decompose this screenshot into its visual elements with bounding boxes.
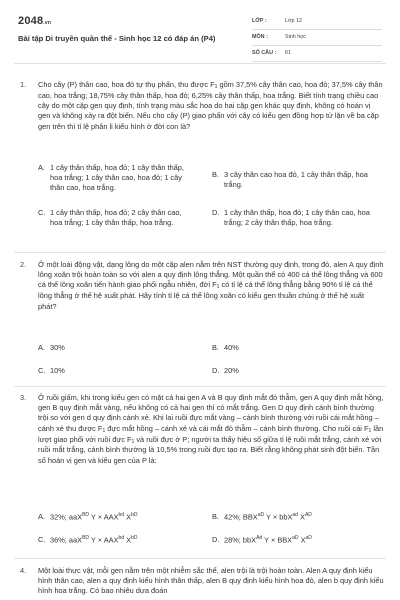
header xyxy=(0,0,400,62)
option-text: 10% xyxy=(50,366,65,375)
question-separator xyxy=(14,386,386,387)
meta-value: Sinh học xyxy=(285,33,306,40)
meta-row-class xyxy=(252,14,382,30)
meta-value: 61 xyxy=(285,49,291,56)
option-text: 1 cây thân thấp, hoa đỏ; 2 cây thân cao, hoa trắng; 1 cây thân thấp, hoa trắng. xyxy=(50,208,182,228)
meta-table xyxy=(252,14,382,62)
option-text: 40% xyxy=(224,343,239,352)
question-number: 4. xyxy=(20,566,27,575)
option-a[interactable] xyxy=(38,512,203,523)
question-3 xyxy=(20,393,384,466)
logo-suffix: .vn xyxy=(43,20,52,26)
option-letter: C. xyxy=(38,535,46,544)
question-text: Cho cây (P) thân cao, hoa đỏ tự thụ phấn, thu được $F_1$ gồm 37,5% cây thân cao, hoa đỏ; 37,5% cây thân cao, hoa trắng; 18,75% cây thân thấp, hoa đỏ; 6,25% cây thân thấp, hoa trắng. Biết tính trạng chiều cao cây do một cặp gen quy định, tính trạng màu sắc hoa do hai cặp gen khác quy định, không có hoán vị gen và không xảy ra đột biến. Nếu cho cây (P) giao phấn với cây có kiểu gen đồng hợp tử lặn về ba cặp gen trên thì tỉ lệ phân li kiểu hình ở đời con là? xyxy=(38,80,383,131)
option-a[interactable] xyxy=(38,343,188,353)
option-a[interactable] xyxy=(38,163,188,194)
option-letter: A. xyxy=(38,163,45,172)
meta-row-subject xyxy=(252,30,382,46)
document-title: Bài tập Di truyền quần thể - Sinh học 12 có đáp án (P4) xyxy=(18,34,216,43)
option-letter: D. xyxy=(212,535,220,544)
question-separator xyxy=(14,558,386,559)
option-letter: D. xyxy=(212,366,220,375)
header-divider xyxy=(14,63,386,64)
option-text: 28%; bbX$^{Ad}$ $Y \times BBX^{aD}$ $X^{aD}$ xyxy=(224,535,312,545)
question-number: 1. xyxy=(20,80,27,89)
option-letter: B. xyxy=(212,343,219,352)
logo-text: 2048 xyxy=(18,15,44,27)
option-letter: C. xyxy=(38,208,46,217)
option-c[interactable] xyxy=(38,208,193,228)
question-text: Ở ruồi giấm, khi trong kiểu gen có mặt cả hai gen A và B quy định mắt đỏ thẫm, gen A quy định mắt hồng, gen B quy định mắt vàng, nếu không có cả hai gen thì có mắt trắng. Gen D quy định cánh bình thường trội so với gen d quy định cánh xẻ. Khi lai ruồi đực mắt vàng – cánh bình thường với ruồi cái mắt hồng – cánh xẻ thu được $F_1$ đực mắt hồng – cánh xẻ và cái mắt đỏ thẫm – cánh bình thường. Cho ruồi cái $F_1$ lần lượt giao phối với ruồi đực $F_1$ và ruồi đực ở P; người ta thấy hiệu số giữa tỉ lệ ruồi mắt trắng, cánh xẻ với ruồi mắt trắng, cánh bình thường là 10,5% trong ruồi đực tạo ra. Biết rằng không phát sinh đột biến. Tần số hoán vị gen và kiểu gen của P là: xyxy=(38,393,384,465)
question-text: Ở một loài động vật, dạng lông do một cặp alen nằm trên NST thường quy định, trong đó, alen A quy định lông xoăn trội hoàn toàn so với alen a quy định lông thẳng. Một quần thể có 400 cá thể lông thẳng và 600 cá thể lông xoăn tiến hành giao phối ngẫu nhiên, đời $F_1$ có tỉ lệ cá thể lông thẳng bằng 90% tỉ lệ cá thể lông thẳng ở thế hệ xuất phát. Hãy tính tỉ lệ cá thể lông xoăn có kiểu gen thuần chủng ở thế hệ xuất phát? xyxy=(38,260,384,311)
option-b[interactable] xyxy=(212,343,362,353)
option-text: 36%; aaX$^{BD}$ $Y \times AAX^{bd}$ $X^{bD}$ xyxy=(50,535,138,545)
option-text: 42%; $BBX^{aD}$ Y × bbX$^{ad}$ $X^{AD}$ xyxy=(224,512,312,522)
option-letter: D. xyxy=(212,208,220,217)
option-letter: A. xyxy=(38,343,45,352)
option-letter: A. xyxy=(38,512,45,521)
meta-label: SỐ CÂU : xyxy=(252,49,277,56)
question-number: 2. xyxy=(20,260,27,269)
option-c[interactable] xyxy=(38,535,203,546)
option-d[interactable] xyxy=(212,535,382,546)
question-4 xyxy=(20,566,384,597)
option-b[interactable] xyxy=(212,512,382,523)
option-text: 1 cây thân thấp, hoa đỏ; 1 cây thân thấp, hoa trắng; 1 cây thân cao, hoa đỏ; 1 cây thân cao, hoa trắng. xyxy=(50,163,184,193)
option-text: 1 cây thân thấp, hoa đỏ; 1 cây thân cao, hoa trắng; 2 cây thân thấp, hoa trắng. xyxy=(224,208,370,228)
question-text: Một loài thực vật, mỗi gen nằm trên một nhiễm sắc thể, alen trội là trội hoàn toàn. Alen A quy định kiểu hình thân cao, alen a quy định kiểu hình thân thấp, alen B quy định kiểu hình hoa đỏ, alen b quy định kiểu hình hoa trắng. Có bao nhiêu dựa đoán xyxy=(38,566,384,596)
option-text: 30% xyxy=(50,343,65,352)
option-text: 3 cây thân cao hoa đỏ, 1 cây thân thấp, hoa trắng. xyxy=(224,170,368,190)
meta-label: LỚP : xyxy=(252,17,267,24)
option-b[interactable] xyxy=(212,170,372,190)
question-number: 3. xyxy=(20,393,27,402)
site-logo[interactable] xyxy=(18,14,51,29)
meta-value: Lớp 12 xyxy=(285,17,303,24)
option-letter: C. xyxy=(38,366,46,375)
option-text: 32%; aaX$^{BD}$ $Y \times AAX^{bd}$ $X^{bD}$ xyxy=(50,512,138,522)
meta-row-count xyxy=(252,46,382,62)
option-letter: B. xyxy=(212,512,219,521)
option-c[interactable] xyxy=(38,366,188,376)
option-text: 20% xyxy=(224,366,239,375)
question-separator xyxy=(14,252,386,253)
meta-label: MÔN : xyxy=(252,33,268,40)
question-1 xyxy=(20,80,384,132)
question-2 xyxy=(20,260,384,312)
option-d[interactable] xyxy=(212,366,362,376)
option-d[interactable] xyxy=(212,208,377,228)
option-letter: B. xyxy=(212,170,219,179)
